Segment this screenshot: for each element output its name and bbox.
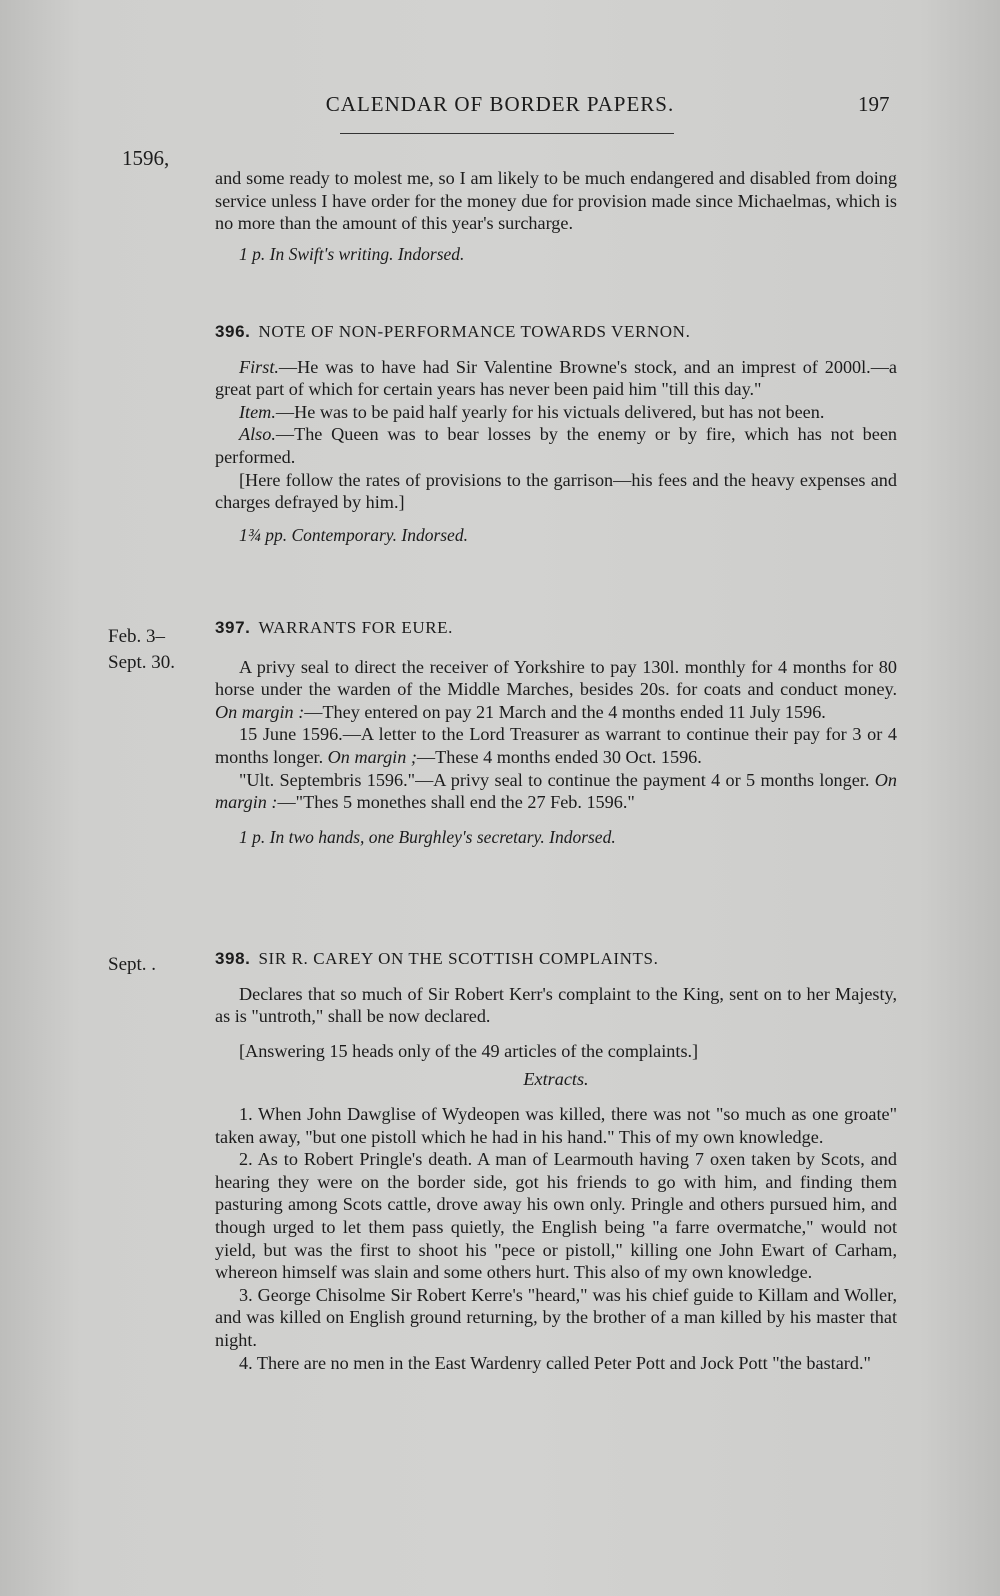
margin-note-label: On margin : (215, 701, 305, 722)
paragraph-text: 15 June 1596.—A letter to the Lord Treasurer as warrant to continue their pay for 3 or 4 months longer. (215, 724, 897, 767)
source-note (215, 826, 897, 849)
paragraph-text: —He was to be paid half yearly for his victuals delivered, but has not been. (275, 401, 825, 422)
entry-number: 396. (215, 322, 251, 341)
entry-title: WARRANTS FOR EURE. (258, 618, 454, 637)
paragraph: [Here follow the rates of provisions to the garrison—his fees and the heavy expenses and charges defrayed by him.] (215, 469, 897, 513)
note-text: In two hands, one Burghley's secretary. Indorsed. (269, 826, 616, 847)
margin-note-label: On margin : (215, 769, 898, 813)
entry-heading (215, 617, 897, 640)
note-size: 1 p. (239, 243, 266, 264)
paragraph-text: —He was to have had Sir Valentine Browne's stock, and an imprest of 2000l.—a great part of which for certain years has never been paid him "till this day." (215, 356, 897, 400)
header-rule (340, 133, 674, 134)
note-text: In Swift's writing. Indorsed. (269, 243, 465, 264)
paragraph (215, 723, 897, 768)
paragraph-text: —The Queen was to bear losses by the enemy or by fire, which has not been performed. (215, 424, 897, 467)
lead-word: First. (239, 356, 279, 377)
note-text: Contemporary. Indorsed. (291, 524, 468, 545)
lead-word: Item. (239, 401, 276, 422)
paragraph-text: "Ult. Septembris 1596."—A privy seal to continue the payment 4 or 5 months longer. (239, 769, 870, 790)
list-item: 2. As to Robert Pringle's death. A man of Learmouth having 7 oxen taken by Scots, and hearing they were on the border side, got his friends to go with him, and finding them pasturing among Scots cattle, drove away his own only. Pringle and others pursued him, and though urged to let them pass quietly, the English being "a farre overmatche," would not yield, but was the first to shoot his "pece or pistoll," killing one John Ewart of Carham, whereon himself was slain and some others hurt. This also of my own knowledge. (215, 1149, 897, 1283)
entry-396 (215, 321, 897, 546)
margin-date (108, 624, 175, 676)
paragraph (215, 401, 897, 424)
continuation-block (215, 167, 897, 265)
entry-397 (215, 617, 897, 848)
paragraph-text: A privy seal to direct the receiver of Yorkshire to pay 130l. monthly for 4 months for 80 horse under the warden of the Middle Marches, besides 20s. for coats and conduct money. (215, 656, 897, 700)
continuation-text: and some ready to molest me, so I am likely to be much endangered and disabled from doing service unless I have order for the money due for provision made since Michaelmas, which is no more than the amount of this year's surcharge. (215, 168, 897, 234)
entry-title: SIR R. CAREY ON THE SCOTTISH COMPLAINTS. (258, 949, 659, 968)
margin-note-label: On margin ; (327, 746, 417, 767)
entry-title: NOTE OF NON-PERFORMANCE TOWARDS VERNON. (258, 322, 691, 341)
extracts-heading: Extracts. (523, 1069, 589, 1090)
paragraph-text: —They entered on pay 21 March and the 4 months ended 11 July 1596. (304, 701, 826, 722)
paragraph (215, 656, 897, 724)
entry-number: 398. (215, 949, 251, 968)
paragraph: [Answering 15 heads only of the 49 articles of the complaints.] (239, 1040, 699, 1061)
note-size: 1¾ pp. (239, 524, 288, 545)
margin-date-line: Sept. 30. (108, 652, 176, 673)
margin-date-line: Feb. 3– (108, 626, 165, 647)
list-item: 3. George Chisolme Sir Robert Kerre's "heard," was his chief guide to Killam and Woller, and was killed on English ground returning, by the brother of a man killed by his master that night. (215, 1284, 897, 1350)
paragraph: Declares that so much of Sir Robert Kerr's complaint to the King, sent on to her Majesty, as is "untroth," shall be now declared. (215, 983, 897, 1027)
paragraph (215, 769, 897, 814)
margin-date: Sept. . (108, 954, 157, 975)
entry-heading (215, 321, 897, 344)
paragraph (215, 356, 897, 401)
source-note (215, 524, 897, 547)
paragraph (215, 423, 897, 468)
margin-year: 1596, (122, 146, 170, 170)
entry-398 (215, 948, 897, 1374)
note-size: 1 p. (239, 826, 266, 847)
entry-number: 397. (215, 618, 251, 637)
page-number: 197 (858, 92, 890, 116)
lead-word: Also. (239, 424, 276, 445)
running-header-title: CALENDAR OF BORDER PAPERS. (325, 92, 675, 116)
source-note (215, 243, 897, 266)
paragraph-text: —"Thes 5 monethes shall end the 27 Feb. 1596." (277, 792, 635, 813)
paragraph-text: —These 4 months ended 30 Oct. 1596. (416, 746, 702, 767)
entry-heading (215, 948, 897, 971)
list-item: 4. There are no men in the East Wardenry called Peter Pott and Jock Pott "the bastard." (239, 1352, 871, 1373)
list-item: 1. When John Dawglise of Wydeopen was killed, there was not "so much as one groate" taken away, "but one pistoll which he had in his hand." This of my own knowledge. (215, 1103, 897, 1147)
